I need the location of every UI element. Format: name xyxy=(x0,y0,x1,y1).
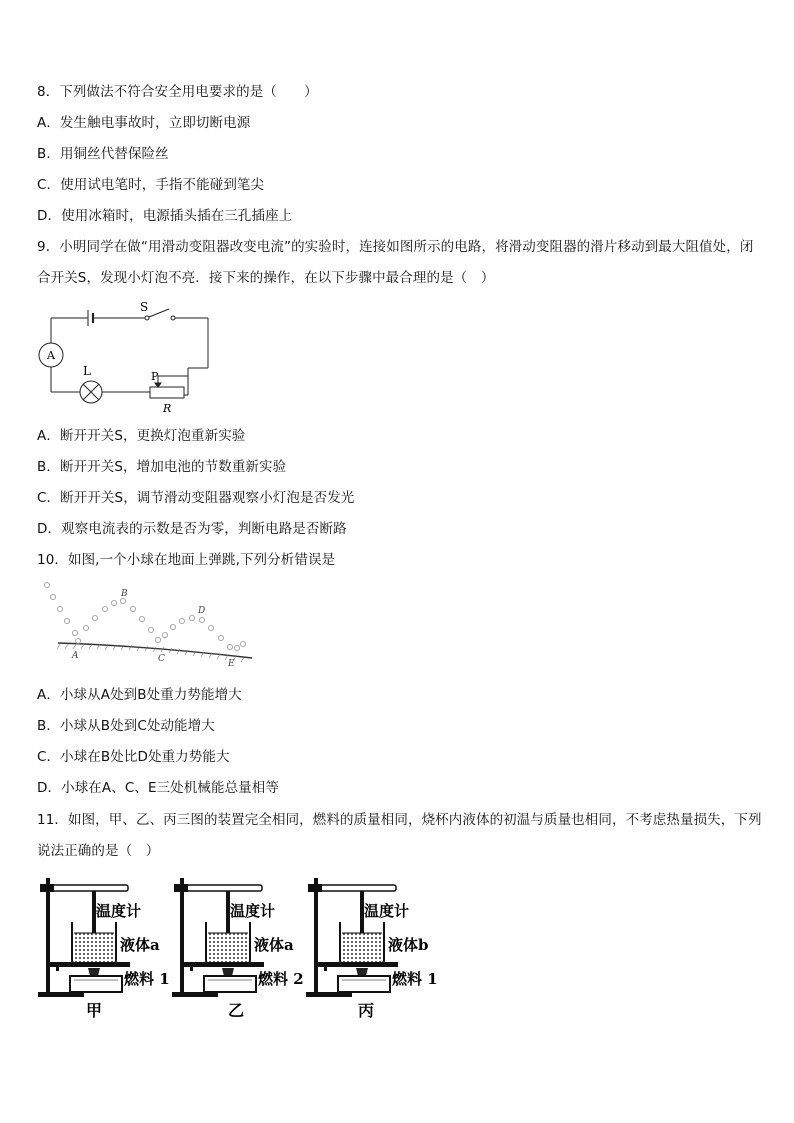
switch-label: S xyxy=(140,300,149,314)
point-b-label: B xyxy=(121,589,128,599)
point-d-label: D xyxy=(198,606,206,616)
q9-option-b: B．断开开关S，增加电池的节数重新实验 xyxy=(37,459,287,475)
lamp-label: L xyxy=(83,364,91,378)
fuel-label-yi: 燃料 2 xyxy=(258,970,304,988)
q11-stem: 11．如图，甲、乙、丙三图的装置完全相同，燃料的质量相同，烧杯内液体的初温与质量也相同，不考虑热量损失，下列说法正确的是（ ） xyxy=(37,812,762,859)
thermometer-label-yi: 温度计 xyxy=(230,902,276,920)
q10-option-b: B．小球从B处到C处动能增大 xyxy=(37,718,215,734)
q10-option-a: A．小球从A处到B处重力势能增大 xyxy=(37,687,242,703)
q8-option-d: D．使用冰箱时，电源插头插在三孔插座上 xyxy=(37,208,293,224)
rheostat-label: R xyxy=(163,402,172,415)
q9-stem: 9．小明同学在做“用滑动变阻器改变电流”的实验时，连接如图所示的电路，将滑动变阻器的滑片移动到最大阻值处，闭合开关S，发现小灯泡不亮．接下来的操作，在以下步骤中最合理的是（ ） xyxy=(37,239,754,286)
setup-yi xyxy=(172,878,304,1020)
liquid-label-yi: 液体a xyxy=(254,936,294,954)
setup-bing xyxy=(306,878,438,1020)
q10-bouncing-ball-figure xyxy=(30,580,260,670)
liquid-label-bing: 液体b xyxy=(388,936,429,954)
point-e-label: E xyxy=(228,659,235,669)
ammeter-label: A xyxy=(47,349,55,362)
caption-jia: 甲 xyxy=(86,1001,103,1020)
thermometer-label-jia: 温度计 xyxy=(96,902,142,920)
caption-bing: 丙 xyxy=(358,1001,375,1020)
caption-yi: 乙 xyxy=(228,1001,245,1020)
q8-option-c: C．使用试电笔时，手指不能碰到笔尖 xyxy=(37,177,265,193)
q8-option-b: B．用铜丝代替保险丝 xyxy=(37,146,169,162)
fuel-label-jia: 燃料 1 xyxy=(124,970,170,988)
q9-option-d: D．观察电流表的示数是否为零，判断电路是否断路 xyxy=(37,521,347,537)
q10-option-d: D．小球在A、C、E三处机械能总量相等 xyxy=(37,780,279,796)
point-c-label: C xyxy=(158,654,165,664)
q8-stem: 8．下列做法不符合安全用电要求的是（ ） xyxy=(37,84,318,100)
slider-label: P xyxy=(151,370,159,383)
q8-option-a: A．发生触电事故时，立即切断电源 xyxy=(37,115,251,131)
liquid-label-jia: 液体a xyxy=(120,936,160,954)
point-a-label: A xyxy=(72,651,79,661)
q11-apparatus-figure xyxy=(38,876,438,1021)
q10-stem: 10．如图,一个小球在地面上弹跳,下列分析错误是 xyxy=(37,552,336,568)
fuel-label-bing: 燃料 1 xyxy=(392,970,438,988)
q9-option-a: A．断开开关S，更换灯泡重新实验 xyxy=(37,428,246,444)
q9-circuit-diagram xyxy=(38,300,218,418)
q10-option-c: C．小球在B处比D处重力势能大 xyxy=(37,749,230,765)
setup-jia xyxy=(38,878,170,1020)
thermometer-label-bing: 温度计 xyxy=(364,902,410,920)
q9-option-c: C．断开开关S，调节滑动变阻器观察小灯泡是否发光 xyxy=(37,490,355,506)
